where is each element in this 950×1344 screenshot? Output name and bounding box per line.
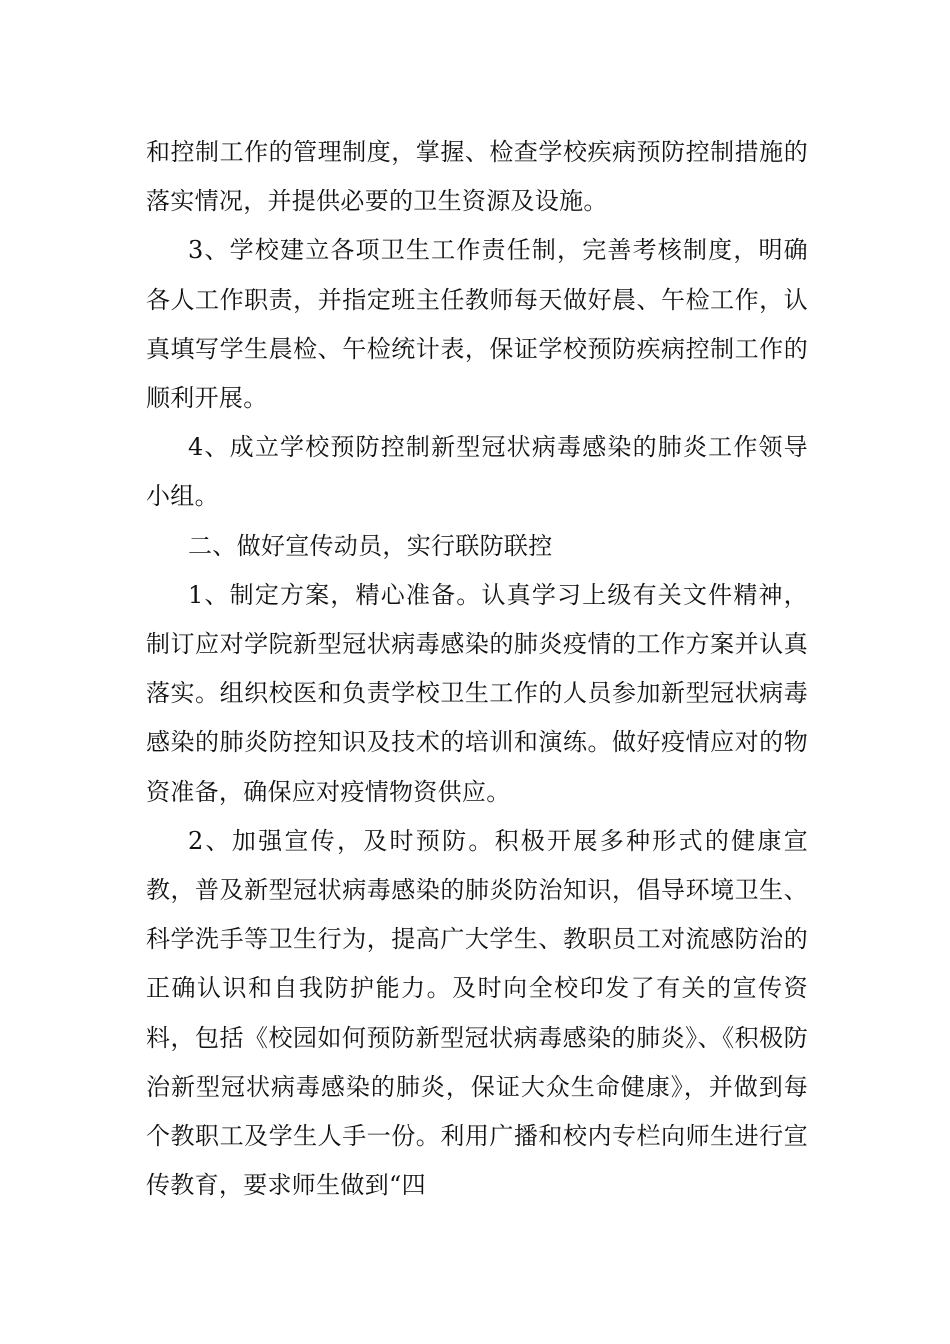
paragraph-item-3: 3、学校建立各项卫生工作责任制，完善考核制度，明确各人工作职责，并指定班主任教师每天做好晨、午检工作，认真填写学生晨检、午检统计表，保证学校预防疾病控制工作的顺利开展。 xyxy=(146,236,808,413)
paragraph-section2-item-2: 2、加强宣传，及时预防。积极开展多种形式的健康宣教，普及新型冠状病毒感染的肺炎防治知识，倡导环境卫生、科学洗手等卫生行为，提高广大学生、教职员工对流感防治的正确认识和自我防护能力。及时向全校印发了有关的宣传资料，包括《校园如何预防新型冠状病毒感染的肺炎》、《积极防治新型冠状病毒感染的肺炎，保证大众生命健康》，并做到每个教职工及学生人手一份。利用广播和校内专栏向师生进行宣传教育，要求师生做到“四 xyxy=(146,826,808,1200)
section-heading-2: 二、做好宣传动员，实行联防联控 xyxy=(188,531,553,560)
paragraph-item-4: 4、成立学校预防控制新型冠状病毒感染的肺炎工作领导小组。 xyxy=(146,433,808,511)
paragraph-section2-item-1: 1、制定方案，精心准备。认真学习上级有关文件精神，制订应对学院新型冠状病毒感染的肺炎疫情的工作方案并认真落实。组织校医和负责学校卫生工作的人员参加新型冠状病毒感染的肺炎防控知识及技术的培训和演练。做好疫情应对的物资准备，确保应对疫情物资供应。 xyxy=(146,580,808,806)
paragraph-continued: 和控制工作的管理制度，掌握、检查学校疾病预防控制措施的落实情况，并提供必要的卫生资源及设施。 xyxy=(146,138,808,216)
document-body xyxy=(146,128,808,1210)
